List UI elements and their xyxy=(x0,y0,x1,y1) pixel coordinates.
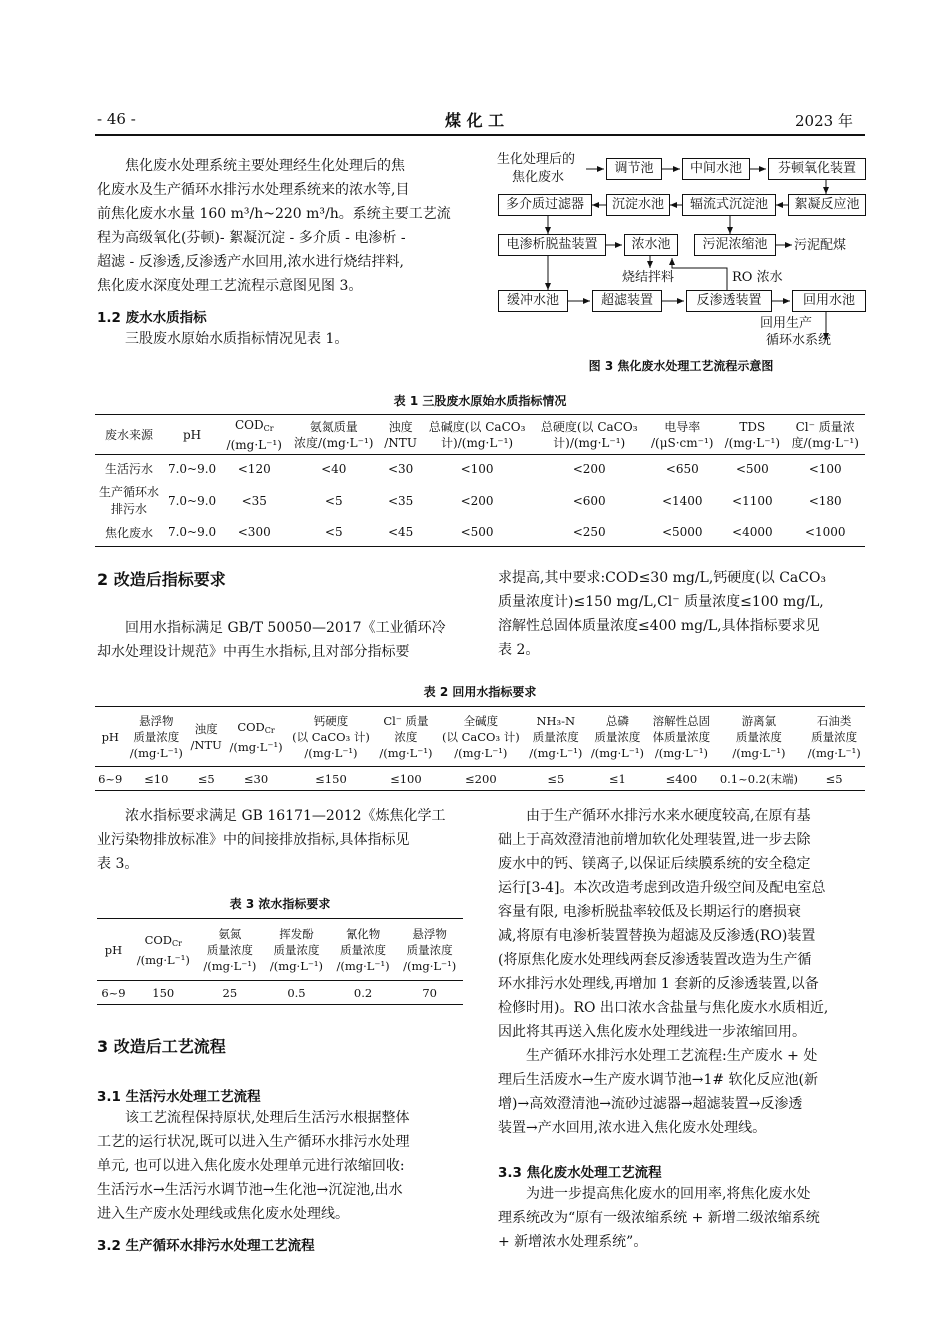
t1-h-cl: Cl⁻ 质量浓 度/(mg·L⁻¹) xyxy=(785,415,865,455)
sec31-line: 工艺的运行状况,既可以进入生产循环水排污水处理 xyxy=(97,1134,410,1150)
table-1-caption: 表 1 三股废水原始水质指标情况 xyxy=(393,394,567,408)
section-3-2-title: 3.2 生产循环水排污水处理工艺流程 xyxy=(97,1238,315,1254)
label-xunhuanshui: 循环水系统 xyxy=(766,333,832,348)
sec31-line: 生活污水→生活污水调节池→生化池→沉淀池,出水 xyxy=(97,1182,403,1198)
box-zhongjianshuichi: 中间水池 xyxy=(682,158,750,180)
t3-h-cod: $COD_{Cr}$ /(mg·L⁻¹) xyxy=(130,919,197,981)
t1-h-cond: 电导率 /(μS·cm⁻¹) xyxy=(645,415,719,455)
table-row: 6~9 ≤10 ≤5 ≤30 ≤150 ≤100 ≤200 ≤5 ≤1 ≤400 0.1~0.2(末端) ≤5 xyxy=(95,767,865,791)
paragraph-concentrate xyxy=(97,804,465,876)
p2-line: 生产循环水排污水处理工艺流程:生产废水 + 处 xyxy=(526,1048,818,1064)
t1-h-turb: 浊度 /NTU xyxy=(380,415,421,455)
fig3-input-label-2: 焦化废水 xyxy=(512,170,565,185)
sec31-line: 该工艺流程保持原状,处理后生活污水根据整体 xyxy=(125,1110,410,1126)
t2-h-ss: 悬浮物 质量浓度 /(mg·L⁻¹) xyxy=(126,707,188,767)
section-3-title: 3 改造后工艺流程 xyxy=(97,1037,226,1056)
t3-h-phenol: 挥发酚 质量浓度 /(mg·L⁻¹) xyxy=(263,919,330,981)
t1-h-cod: $COD_{Cr}$ /(mg·L⁻¹) xyxy=(221,415,287,455)
p1-line: 运行[3-4]。本次改造考虑到改造升级空间及配电室总 xyxy=(498,880,826,896)
t2-h-ph: pH xyxy=(95,707,126,767)
label-ro-nongshui: RO 浓水 xyxy=(732,270,783,285)
box-xuning: 絮凝反应池 xyxy=(788,194,866,216)
table-row: 焦化废水 7.0~9.0 <300 <5 <45 <500 <250 <5000 <4000 <1000 xyxy=(95,519,865,547)
fig3-input-label: 生化处理后的 xyxy=(497,152,576,167)
box-nongshuichi: 浓水池 xyxy=(624,234,678,256)
sec2-line: 溶解性总固体质量浓度≤400 mg/L,具体指标要求见 xyxy=(498,618,820,634)
p1-line: (将原焦化废水处理线两套反渗透装置改造为生产循 xyxy=(498,952,812,968)
p1-line: 减,将原有电渗析装置替换为超滤及反渗透(RO)装置 xyxy=(498,928,816,944)
intro-line: 焦化废水深度处理工艺流程示意图见图 3。 xyxy=(97,278,363,294)
sec2-line: 却水处理设计规范》中再生水指标,且对部分指标要 xyxy=(97,644,410,660)
t2-h-alk: 全碱度 (以 CaCO₃ 计) /(mg·L⁻¹) xyxy=(437,707,525,767)
p2-line: 增)→高效澄清池→流砂过滤器→超滤装置→反渗透 xyxy=(498,1096,803,1112)
t1-h-tds: TDS /(mg·L⁻¹) xyxy=(719,415,785,455)
sec2-line: 回用水指标满足 GB/T 50050—2017《工业循环冷 xyxy=(125,620,446,636)
journal-year: 2023 年 xyxy=(795,112,853,130)
section-2-title: 2 改造后指标要求 xyxy=(97,570,226,589)
conc-line: 表 3。 xyxy=(97,856,139,872)
t3-h-ph: pH xyxy=(97,919,130,981)
section-3-3-title: 3.3 焦化废水处理工艺流程 xyxy=(498,1165,662,1181)
t2-h-ca: 钙硬度 (以 CaCO₃ 计) /(mg·L⁻¹) xyxy=(287,707,375,767)
paragraph-hardness xyxy=(498,804,866,1044)
table-1 xyxy=(95,414,865,547)
table-2-caption: 表 2 回用水指标要求 xyxy=(423,685,537,699)
label-shaojiebanliao: 烧结拌料 xyxy=(622,270,675,285)
p1-line: 检修时用)。RO 出口浓水含盐量与焦化废水水质相近, xyxy=(498,1000,829,1016)
journal-name: 煤 化 工 xyxy=(445,111,505,130)
sec2-line: 求提高,其中要求:COD≤30 mg/L,钙硬度(以 CaCO₃ xyxy=(498,570,827,586)
p2-line: 理后生活废水→生产废水调节池→1# 软化反应池(新 xyxy=(498,1072,819,1088)
table-3 xyxy=(97,918,463,1005)
section-1-2-title: 1.2 废水水质指标 xyxy=(97,310,207,326)
t1-h-nh3: 氨氮质量 浓度/(mg·L⁻¹) xyxy=(287,415,380,455)
t1-h-source: 废水来源 xyxy=(95,415,163,455)
t1-h-hard: 总硬度(以 CaCO₃ 计)/(mg·L⁻¹) xyxy=(533,415,645,455)
table-row: 生产循环水排污水 7.0~9.0 <35 <5 <35 <200 <600 <1400 <1100 <180 xyxy=(98,484,842,516)
t2-h-tp: 总磷 质量浓度 /(mg·L⁻¹) xyxy=(587,707,649,767)
box-diansanxi: 电渗析脱盐装置 xyxy=(498,234,606,256)
p1-line: 环水排污水处理线,再增加 1 套新的反渗透装置,以备 xyxy=(498,976,819,992)
t3-h-nh3: 氨氮 质量浓度 /(mg·L⁻¹) xyxy=(197,919,264,981)
sec31-line: 单元, 也可以进入焦化废水处理单元进行浓缩回收: xyxy=(97,1158,405,1174)
t2-h-fcl: 游离氯 质量浓度 /(mg·L⁻¹) xyxy=(715,707,804,767)
t2-h-oil: 石油类 质量浓度 /(mg·L⁻¹) xyxy=(803,707,865,767)
intro-line: 程为高级氧化(芬顿)- 絮凝沉淀 - 多介质 - 电渗析 - xyxy=(97,230,406,246)
section-2-left xyxy=(97,616,465,664)
paragraph-process xyxy=(498,1044,866,1140)
box-tiaojiechi: 调节池 xyxy=(606,158,662,180)
t2-h-nh3: NH₃-N 质量浓度 /(mg·L⁻¹) xyxy=(525,707,587,767)
intro-line: 超滤 - 反渗透,反渗透产水回用,浓水进行烧结拌料, xyxy=(97,254,404,270)
figure-3-caption: 图 3 焦化废水处理工艺流程示意图 xyxy=(588,359,774,373)
box-chendianshuichi: 沉淀水池 xyxy=(606,194,670,216)
table-3-caption: 表 3 浓水指标要求 xyxy=(229,897,331,911)
box-chaolv: 超滤装置 xyxy=(592,290,662,312)
p1-line: 容量有限, 电渗析脱盐率较低及长期运行的磨损衰 xyxy=(498,904,801,920)
box-fanshentou: 反渗透装置 xyxy=(686,290,772,312)
sec31-line: 进入生产废水处理线或焦化废水处理线。 xyxy=(97,1206,349,1222)
box-huiyongshuichi: 回用水池 xyxy=(792,290,866,312)
intro-line: 前焦化废水水量 160 m³/h~220 m³/h。系统主要工艺流 xyxy=(97,206,451,222)
t2-h-tds: 溶解性总固 体质量浓度 /(mg·L⁻¹) xyxy=(648,707,714,767)
t2-h-cl: Cl⁻ 质量 浓度 /(mg·L⁻¹) xyxy=(375,707,437,767)
t3-h-cn: 氰化物 质量浓度 /(mg·L⁻¹) xyxy=(330,919,397,981)
intro-line: 化废水及生产循环水排污水处理系统来的浓水等,目 xyxy=(97,182,410,198)
box-huanchongshuichi: 缓冲水池 xyxy=(498,290,568,312)
box-duojiezhi: 多介质过滤器 xyxy=(498,194,592,216)
p2-line: 装置→产水回用,浓水进入焦化废水处理线。 xyxy=(498,1120,767,1136)
p1-line: 废水中的钙、镁离子,以保证后续膜系统的安全稳定 xyxy=(498,856,811,872)
conc-line: 业污染物排放标准》中的间接排放指标,具体指标见 xyxy=(97,832,410,848)
label-wunipeimei: 污泥配煤 xyxy=(794,238,847,253)
table-2 xyxy=(95,706,865,791)
sec2-line: 质量浓度计)≤150 mg/L,Cl⁻ 质量浓度≤100 mg/L, xyxy=(498,594,824,610)
intro-line: 焦化废水处理系统主要处理经生化处理后的焦 xyxy=(125,158,405,174)
p1-line: 因此将其再送入焦化废水处理线进一步浓缩回用。 xyxy=(498,1024,806,1040)
sec12-line: 三股废水原始水质指标情况见表 1。 xyxy=(125,331,349,347)
box-fenton: 芬顿氧化装置 xyxy=(768,158,866,180)
t2-h-turb: 浊度 /NTU xyxy=(187,707,225,767)
t1-h-ph: pH xyxy=(163,415,221,455)
table-row: 生活污水 7.0~9.0 <120 <40 <30 <100 <200 <650 <500 <100 xyxy=(95,455,865,483)
section-3-1-paragraph xyxy=(97,1106,465,1226)
label-huiyongshengchan: 回用生产 xyxy=(760,316,813,331)
conc-line: 浓水指标要求满足 GB 16171—2012《炼焦化学工 xyxy=(125,808,446,824)
table-row: 6~9 150 25 0.5 0.2 70 xyxy=(97,981,463,1005)
page-number: - 46 - xyxy=(97,110,136,128)
t1-h-alk: 总碱度(以 CaCO₃ 计)/(mg·L⁻¹) xyxy=(421,415,533,455)
p3-line: + 新增浓水处理系统”。 xyxy=(498,1234,648,1250)
p3-line: 为进一步提高焦化废水的回用率,将焦化废水处 xyxy=(526,1186,811,1202)
box-wunichi: 污泥浓缩池 xyxy=(694,234,776,256)
paragraph-coking xyxy=(498,1182,866,1254)
p1-line: 由于生产循环水排污水来水硬度较高,在原有基 xyxy=(526,808,811,824)
section-2-right xyxy=(498,566,866,662)
t2-h-cod: $COD_{Cr}$ /(mg·L⁻¹) xyxy=(225,707,287,767)
t3-h-ss: 悬浮物 质量浓度 /(mg·L⁻¹) xyxy=(396,919,463,981)
box-fuliushi: 辐流式沉淀池 xyxy=(682,194,776,216)
p1-line: 础上于高效澄清池前增加软化处理装置,进一步去除 xyxy=(498,832,811,848)
p3-line: 理系统改为“原有一级浓缩系统 + 新增二级浓缩系统 xyxy=(498,1210,820,1226)
sec2-line: 表 2。 xyxy=(498,642,540,658)
section-3-1-title: 3.1 生活污水处理工艺流程 xyxy=(97,1089,261,1105)
